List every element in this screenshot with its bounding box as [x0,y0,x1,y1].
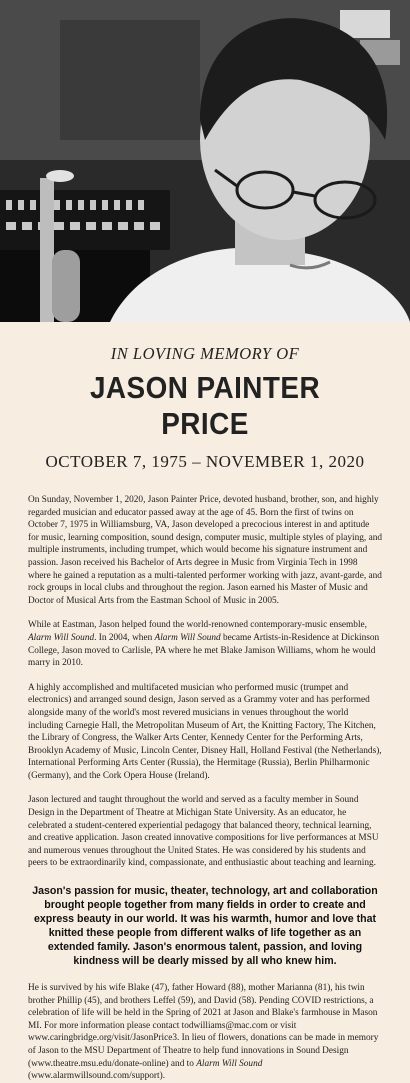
ensemble-name: Alarm Will Sound [196,1058,263,1069]
eastman-text-2: . In 2004, when [94,632,155,643]
survived-text-2: (www.alarmwillsound.com/support). [28,1071,166,1082]
paragraph-eastman [28,619,382,669]
survived-text-1: He is survived by his wife Blake (47), father Howard (88), mother Marianna (81), his twin brother Phillip (45), and brothers Leffel (59), and David (58). Pending COVID restrictions, a celebration of life will be held in the Spring of 2021 at Jason and Blake's farmhouse in Mason MI. For more information please contact todwilliams@mac.com or visit www.caringbridge.org/visit/JasonPrice3. In lieu of flowers, donations can be made in memory of Jason to the MSU Department of Theatre to help fund innovations in Sound Design (www.theatre.msu.edu/donate-online) and to [28,983,379,1069]
paragraph-survived-by [28,982,382,1083]
paragraph-biography: On Sunday, November 1, 2020, Jason Painter Price, devoted husband, brother, son, and highly regarded musician and educator passed away at the age of 45. Born the first of twins on October 7, 1975 in Williamsburg, VA, Jason developed a precocious interest in and aptitude for music, learning composition, sound design, computer music, multiple styles of playing, and multiple instruments, including trumpet, which would become his signature instrument and passion. Jason received his Bachelor of Arts degree in Music from Virginia Tech in 1998 where he gained a reputation as a multi-talented performer working with jazz, avant-garde, and rock groups in local clubs and throughout the region. Jason earned his Master of Music and Doctor of Musical Arts from the Eastman School of Music in 2005. [28,495,383,606]
memorial-kicker: IN LOVING MEMORY OF [110,344,300,363]
eastman-text-3: became Artists-in-Residence at Dickinson College, Jason moved to Carlisle, PA where he met Blake Jamison Williams, whom he would marry in 2010. [28,632,380,669]
portrait-illustration [0,0,410,322]
portrait-photo [0,0,410,322]
paragraph-career: A highly accomplished and multifaceted musician who performed music (trumpet and electronics) and arranged sound design, Jason served as a Grammy voter and has performed alongside many of the world's most revered musicians in venues throughout the world including Carnegie Hall, the Metropolitan Museum of Art, the Knitting Factory, The Kitchen, the Library of Congress, the Walker Arts Center, Kennedy Center for the Performing Arts, Brooklyn Academy of Music, Lincoln Center, Disney Hall, Holland Festival (the Netherlands), International Performing Arts Center (Russia), the Hermitage (Russia), Berlin Philharmonic (Germany), and the Cork Opera House (Ireland). [28,682,382,781]
ensemble-name: Alarm Will Sound [28,632,95,643]
eastman-text-1: While at Eastman, Jason helped found the world-renowned contemporary-music ensemble, [28,620,367,631]
life-dates: OCTOBER 7, 1975 – NOVEMBER 1, 2020 [45,452,365,471]
ensemble-name: Alarm Will Sound [154,632,221,643]
tribute-quote: Jason's passion for music, theater, technology, art and collaboration brought people together from many fields in order to create and express beauty in our world. It was his warmth, humor and love that knitted these people from different walks of life together as an extended family. Jason's enormous talent, passion, and loving kindness will be dearly missed by all who knew him. [32,885,378,968]
obituary-content [0,344,410,1083]
paragraph-teaching: Jason lectured and taught throughout the world and served as a faculty member in Sound Design in the Department of Theatre at Michigan State University. As an educator, he celebrated a student-centered experiential pedagogy that balanced theory, technical learning, and creative application. Jason created innovative compositions for live performances at MSU and numerous venues throughout the United States. He was considered by his students and peers to be extraordinarily kind, compassionate, and enthusiastic about teaching and learning. [28,795,379,869]
person-name: JASON PAINTER PRICE [89,370,321,441]
